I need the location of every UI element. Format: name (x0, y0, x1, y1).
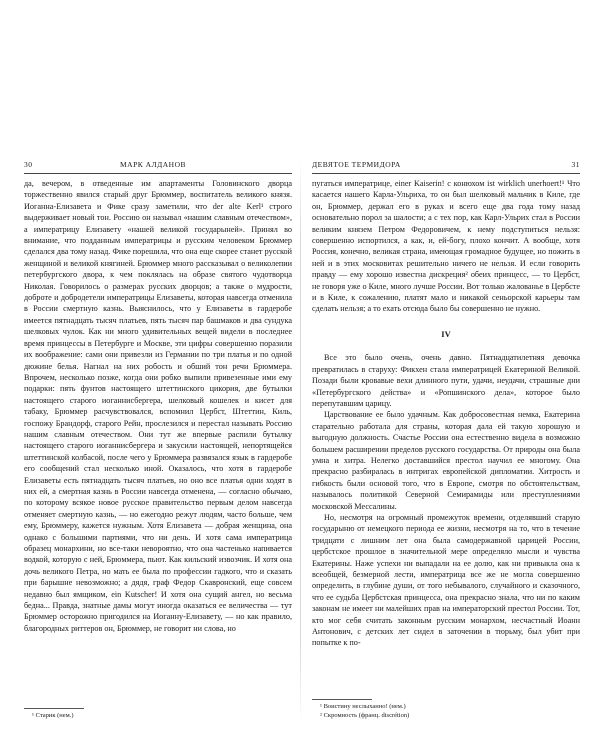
book-spread (24, 160, 580, 740)
left-page (24, 160, 292, 720)
right-body-text (312, 178, 580, 649)
paragraph: да, вечером, в отведенные им апартаменты Головинского дворца торжественно явился старый друг Брюммер, воспитатель великого князя. Иоганна-Елизавета и Фике сразу заметили, что der alte Kerl¹ строго выдерживает новый тон. Россию он называл «нашим славным отечеством», а императрицу Елизавету «нашей великой государыней». Принял во внимание, что подданным императрицы и русским человеком Брюммер сделался два тому назад. Фике порешила, что она еще скорее станет русской женщиной и великой княгиней. Брюммер много рассказывал о великолепии петербургского двора, к чем поклялась на образе святого чудотворца Николая. Говорилось о размерах русских дворцов; а также о мудрости, доброте и добродетели императрицы Елизаветы, которая навсегда отменила в России смертную казнь. Выяснилось, что у Елизаветы в гардеробе имеется пятнадцать тысяч платьев, пять тысяч пар башмаков и два сундука шелковых чулок. Как ни много удивительных вещей видели в последнее время принцессы в Петербурге и Москве, эти цифры совершенно поразили их воображение: сами они привезли из Германии по три платья и по одной дюжине белья. Нагнал на них робость и обший тон речи Брюммера. Впрочем, несколько позже, когда они робко выпили привезенные ими ему подарки: пять фунтов настоящего штеттинского цикория, две бутылки настоящего старого иоганнисбергера, шелковый кошелек и кисет для табаку, Брюммер расчувствовался, вспомнил Цербст, Штеттин, Киль, госпожу Брандорф, старого Рейн, прослезился и перестал называть Россию нашим славным отечеством. Они тут же впервые распили бутылку настоящего старого иоганнисбергера и закусили настоящей, непортящейся штеттинской колбасой, после чего у Брюммера развязался язык в гардеробе его сообщений стал несколько иной. Оказалось, что хотя в гардеробе Елизаветы есть пятнадцать тысяч платьев, но оно все платья одни ходят в них ей, а смертная казнь в России навсегда отменена, — согласно обычаю, по которому всякое новое русское правительство первым делом навсегда отменяет смертную казнь, — но ежегодно режут людям, часто больше, чем ему, Брюммеру, кажется нужным. Хотя Елизавета — добрая женщина, она однако с большими партиями, что ни день. И хотя сама императрица образец монархини, но все-таки невороятно, что она частенько напивается водкой, которую с ней, Брюммера, пьют. Как кильский извозчик. И хотя она дочь великого Петра, но мать ее была по профессии гадкого, что и сказать при барышне невозможно; а дядя, граф Федор Скавронский, еще совсем недавно был ямщиком, ein Kutscher! И хотя она сущий ангел, но весьма бедна... Правда, знатные дамы могут иногда оказаться ее величества — тут Брюммер осторожно пригодился на Иоганну-Елизавету, — но как правило, благородных риттеров он, Брюммер, не говорит ни слова, но (24, 179, 292, 633)
footnote: ¹ Старик (нем.) (32, 712, 74, 719)
right-page-number: 31 (571, 160, 580, 169)
footnote: ² Скромность (франц. discrétion) (320, 712, 410, 719)
left-page-number: 30 (24, 160, 33, 169)
paragraph: Но, несмотря на огромный промежуток времени, отделявший старую государыню от немецкого периода ее жизни, несмотря на то, что в течение тридцати с лишним лет она была самодержавной царицей России, цербстское прошлое в значительной мере определяло мысли и чувства Екатерины. Наже успехи ни выпадали на ее долю, как ни привыкла она к всеобщей, безмерной лести, императрица все же не могла совершенно определить, в глубине души, от того небывалого, случайного и сказочного, что ее судьба Цербстская принцесса, она прекрасно знала, что ни по каким законам не имеет ни малейших прав на императорский престол России. Тот, кто мог себя считать законным русским монархом, несчастный Иоанн Антонович, с детских лет сидел в заточении в тюрьму, был убит при попытке к по- (312, 512, 580, 648)
right-running-title: ДЕВЯТОЕ ТЕРМИДОРА (312, 160, 401, 169)
chapter-heading: IV (441, 328, 451, 339)
left-footnotes (24, 708, 292, 720)
right-footnotes (312, 699, 580, 720)
left-running-head (24, 160, 292, 174)
left-running-title: МАРК АЛДАНОВ (120, 160, 187, 169)
left-body-text (24, 178, 292, 634)
right-page (312, 160, 580, 720)
footnote: ¹ Воистину неслыханно! (нем.) (320, 703, 406, 710)
paragraph: Царствование ее было удачным. Как добросовестная немка, Екатерина старательно работала для страны, которая дала ей такую хорошую и выгодную должность. Счастье России она естественно видела в возможно большем расширении пределов русского государства. От природы она была умна и хитра. Нелегко доставшийся престол научил ее многому. Она прекрасно разбиралась в интригах европейской дипломатии. Хитрость и гибкость были основой того, что в Европе, смотря по обстоятельствам, называлось политикой Северной Семирамиды или преступлениями московской Мессалины. (312, 410, 580, 511)
right-running-head (312, 160, 580, 174)
footnote-rule (24, 708, 84, 709)
gutter-shadow (300, 156, 301, 726)
paragraph: Все это было очень, очень давно. Пятнадцатилетняя девочка превратилась в старуху: Фикхен стала императрицей Екатериной Великой. Позади были кровавые вехи длинного пути, удачи, неудачи, страшные дни «Петербургского действа» и «Ропшинского дела», которое было перепутавшим царицу. (312, 353, 580, 408)
footnote-rule (312, 699, 372, 700)
paragraph: пугаться императрице, einer Kaiserin! с конюхом ist wirklich unerhoert!¹ Что касается нашего Карла-Ульриха, то он был шелковый мальчик в Киле, где он, Брюммер, держал его в руках и всего еще два года тому назад основательно порол за шалости; а с тех пор, как Карл-Ульрих стал в России великим князем Петром Федоровичем, к нему подступиться нельзя: совершенно испортился, а как, и, ей-богу, плохо кончит. А вообще, хотя Россия, конечно, великая страна, имеющая громадное будущее, но пожить в ней и в этих московитах решительно ничего не нельзя. И если говорить правду — ему хорошо известна дискреция² обеих принцесс, — то Цербст, не говоря уже о Киле, много лучше России. Вот только жалованье в Цербсте и в Киле, к сожалению, платят мало и никакой сеньорской карьеры там сделать нельзя; а то ехать отсюда было бы совершенно не нужно. (312, 179, 580, 314)
